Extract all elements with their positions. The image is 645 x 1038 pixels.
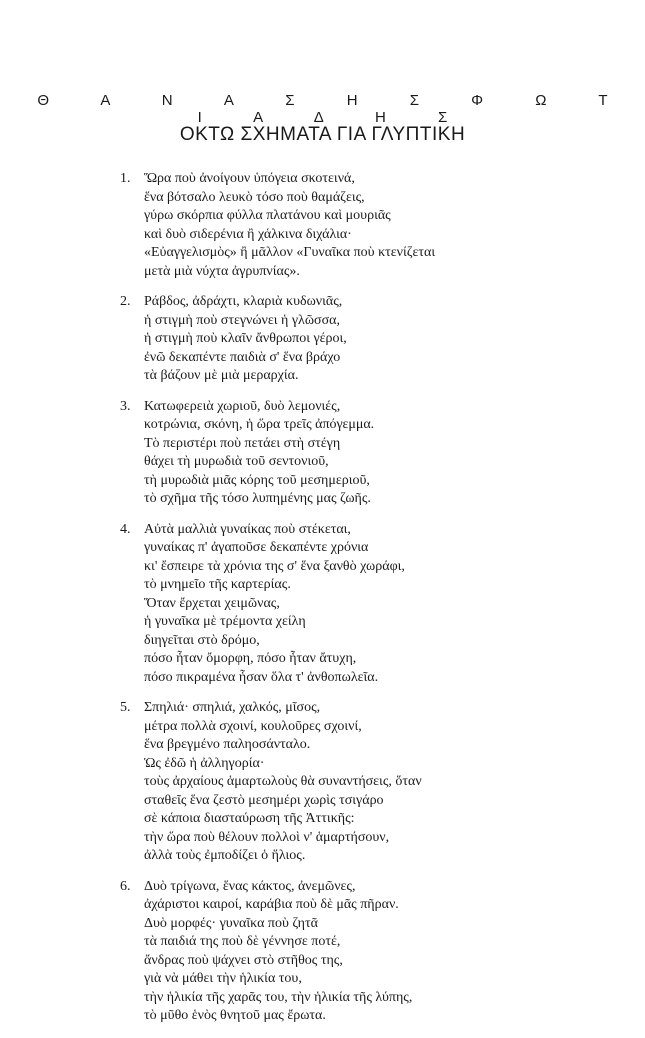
poem-line: Ράβδος, ἀδράχτι, κλαριὰ κυδωνιᾶς, xyxy=(144,294,343,309)
poem-line: γιὰ νὰ μάθει τὴν ἡλικία του, xyxy=(144,971,302,986)
poem-line: γυναίκας π' ἀγαποῦσε δεκαπέντε χρόνια xyxy=(144,540,369,555)
poem-line: σταθεῖς ἕνα ζεστὸ μεσημέρι χωρὶς τσιγάρο xyxy=(144,792,384,808)
poem-line: Ὥρα ποὺ ἀνοίγουν ὑπόγεια σκοτεινά, xyxy=(144,171,355,186)
poem-line: Δυὸ μορφές· γυναῖκα ποὺ ζητᾶ xyxy=(144,915,318,931)
poem-line: ἀλλὰ τοὺς ἐμποδίζει ὁ ἥλιος. xyxy=(144,848,306,863)
poem-title: ΟΚΤΩ ΣΧΗΜΑΤΑ ΓΙΑ ΓΛΥΠΤΙΚΗ xyxy=(179,124,466,145)
poem-line: καὶ δυὸ σιδερένια ἢ χάλκινα διχάλια· xyxy=(144,226,352,242)
poem-line: ἡ στιγμὴ ποὺ στεγνώνει ἡ γλῶσσα, xyxy=(144,312,340,328)
poem-line: τὴν ἡλικία τῆς χαρᾶς του, τὴν ἡλικία τῆς λύπης, xyxy=(144,989,413,1005)
poem-line: τὸ μῦθο ἑνὸς θνητοῦ μας ἔρωτα. xyxy=(144,1008,326,1023)
stanza-lines xyxy=(144,398,620,509)
poem-line: Δυὸ τρίγωνα, ἕνας κάκτος, ἀνεμῶνες, xyxy=(144,878,356,894)
poem-line: ἀχάριστοι καιροί, καράβια ποὺ δὲ μᾶς πῆραν. xyxy=(144,897,399,912)
poem-line: Ὅταν ἔρχεται χειμῶνας, xyxy=(144,595,280,611)
poem-line: τὸ μνημεῖο τῆς καρτερίας. xyxy=(144,577,291,592)
stanza-5 xyxy=(120,699,620,866)
poem-line: κοτρώνια, σκόνη, ἡ ὥρα τρεῖς ἀπόγεμμα. xyxy=(144,417,375,432)
poem-line: πόσο ἦταν ὄμορφη, πόσο ἦταν ἄτυχη, xyxy=(144,651,357,666)
poem-line: τοὺς ἀρχαίους ἁμαρτωλοὺς θὰ συναντήσεις, ὅταν xyxy=(144,774,422,789)
stanza-number: 6. xyxy=(120,878,131,894)
poem-line: μετὰ μιὰ νύχτα ἀγρυπνίας». xyxy=(144,263,300,279)
stanza-4 xyxy=(120,521,620,688)
poem-line: ἕνα βότσαλο λευκὸ τόσο ποὺ θαμάζεις, xyxy=(144,189,365,205)
poem-line: διηγεῖται στὸ δρόμο, xyxy=(144,632,260,648)
poem-line: σὲ κάποια διασταύρωση τῆς Ἀττικῆς: xyxy=(144,811,355,826)
poem-line: ἡ γυναῖκα μὲ τρέμοντα χείλη xyxy=(144,614,306,629)
poem-line: ἄνδρας ποὺ ψάχνει στὸ στῆθος της, xyxy=(144,952,343,968)
poem-line: ἡ στιγμὴ ποὺ κλαῖν ἄνθρωποι γέροι, xyxy=(144,331,347,346)
poem-line: τὰ βάζουν μὲ μιὰ μεραρχία. xyxy=(144,368,299,383)
poem-line: τὰ παιδιά της ποὺ δὲ γέννησε ποτέ, xyxy=(144,934,341,949)
stanza-number: 2. xyxy=(120,294,131,309)
stanza-3 xyxy=(120,398,620,509)
stanza-lines xyxy=(144,878,620,1026)
stanza-lines xyxy=(144,293,620,386)
stanza-lines xyxy=(144,170,620,281)
poem-line: «Εὐαγγελισμὸς» ἢ μᾶλλον «Γυναῖκα ποὺ κτενίζεται xyxy=(144,245,436,260)
poem-line: τὴ μυρωδιὰ μιᾶς κόρης τοῦ μεσημεριοῦ, xyxy=(144,472,370,488)
poem-line: τὴν ὥρα ποὺ θέλουν πολλοὶ ν' ἁμαρτήσουν, xyxy=(144,829,390,845)
poem-line: Κατωφερειὰ χωριοῦ, δυὸ λεμονιές, xyxy=(144,398,341,414)
poem-line: ἕνα βρεγμένο παληοσάνταλο. xyxy=(144,737,311,752)
poem-line: Τὸ περιστέρι ποὺ πετάει στὴ στέγη xyxy=(144,435,341,451)
poem-line: πόσο πικραμένα ἦσαν ὅλα τ' ἀνθοπωλεῖα. xyxy=(144,669,379,685)
poem-line: Αὐτὰ μαλλιὰ γυναίκας ποὺ στέκεται, xyxy=(144,521,351,537)
stanza-2 xyxy=(120,293,620,386)
poem-line: θάχει τὴ μυρωδιὰ τοῦ σεντονιοῦ, xyxy=(144,454,329,469)
poem-line: Σπηλιά· σπηλιά, χαλκός, μῖσος, xyxy=(144,700,321,715)
poem-body xyxy=(120,170,620,1038)
poem-line: κι' ἔσπειρε τὰ χρόνια της σ' ἕνα ξανθὸ χωράφι, xyxy=(144,558,405,574)
poem-line: ἐνῶ δεκαπέντε παιδιὰ σ' ἕνα βράχο xyxy=(144,349,341,365)
stanza-lines xyxy=(144,699,620,866)
stanza-1 xyxy=(120,170,620,281)
stanza-number: 3. xyxy=(120,398,131,414)
author-name: Θ Α Ν Α Σ Η Σ Φ Ω Τ Ι Α Δ Η Σ xyxy=(37,92,622,126)
poem-line: τὸ σχῆμα τῆς τόσο λυπημένης μας ζωῆς. xyxy=(144,491,371,506)
poem-line: μέτρα πολλὰ σχοινί, κουλοῦρες σχοινί, xyxy=(144,718,362,734)
stanza-number: 1. xyxy=(120,171,131,186)
stanza-lines xyxy=(144,521,620,688)
stanza-number: 5. xyxy=(120,700,131,715)
stanza-6 xyxy=(120,878,620,1026)
poem-line: γύρω σκόρπια φύλλα πλατάνου καὶ μουριᾶς xyxy=(144,208,391,223)
poem-line: Ὡς ἐδῶ ἡ ἀλληγορία· xyxy=(144,755,265,771)
stanza-number: 4. xyxy=(120,521,131,537)
